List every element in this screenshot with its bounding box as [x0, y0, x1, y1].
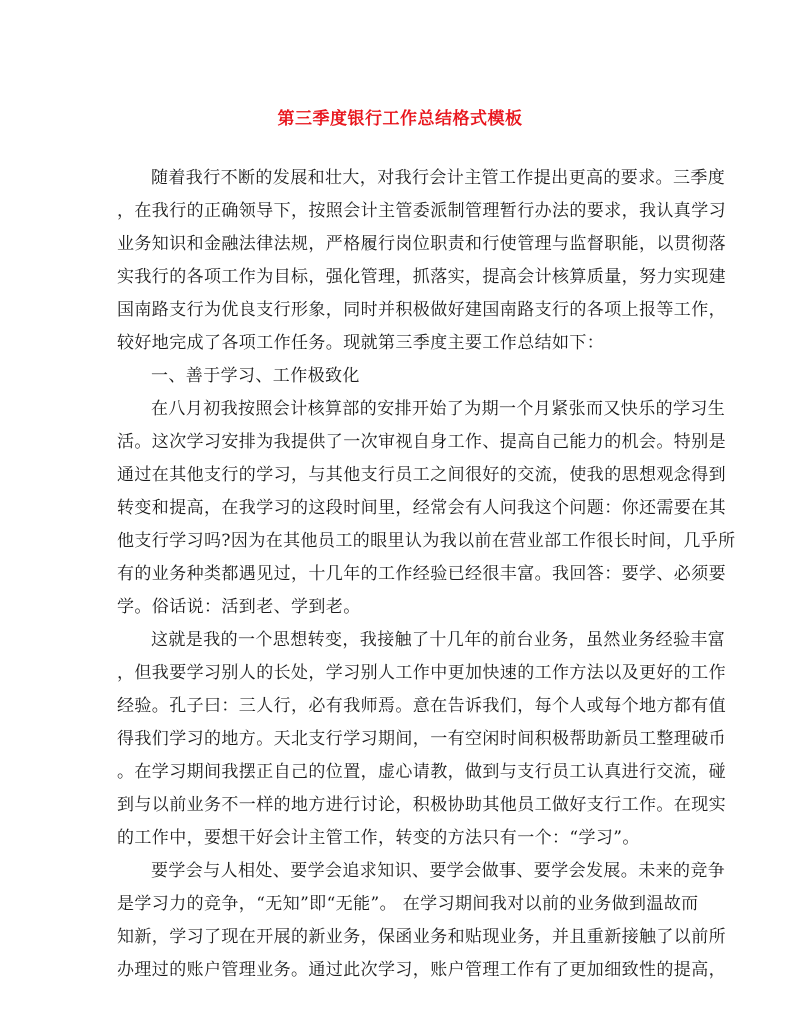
text-line: 随着我行不断的发展和壮大，对我行会计主管工作提出更高的要求。三季度	[151, 168, 726, 188]
document-title: 第三季度银行工作总结格式模板	[277, 109, 523, 129]
text-line: 到与以前业务不一样的地方进行讨论，积极协助其他员工做好支行工作。在现实	[117, 795, 726, 815]
text-line: 知新，学习了现在开展的新业务，保函业务和贴现业务，并且重新接触了以前所	[117, 927, 726, 947]
text-line: 转变和提高，在我学习的这段时间里，经常会有人问我这个问题：你还需要在其	[117, 498, 726, 518]
text-line: 有的业务种类都遇见过，十几年的工作经验已经很丰富。我回答：要学、必须要	[117, 564, 726, 584]
text-line: 学。俗话说：活到老、学到老。	[117, 597, 361, 617]
text-line: 办理过的账户管理业务。通过此次学习，账户管理工作有了更加细致性的提高，	[117, 960, 726, 980]
text-line: 在八月初我按照会计核算部的安排开始了为期一个月紧张而又快乐的学习生	[151, 399, 726, 419]
text-line: 经验。孔子曰：三人行，必有我师焉。意在告诉我们，每个人或每个地方都有值	[117, 696, 726, 716]
section-heading: 一、善于学习、工作极致化	[151, 366, 360, 386]
text-line: 较好地完成了各项工作任务。现就第三季度主要工作总结如下：	[117, 333, 605, 353]
text-line: ，但我要学习别人的长处，学习别人工作中更加快速的工作方法以及更好的工作	[117, 663, 726, 683]
text-line: 的工作中，要想干好会计主管工作，转变的方法只有一个：“学习”。	[117, 828, 640, 848]
text-line: 是学习力的竞争，“无知”即“无能”。 在学习期间我对以前的业务做到温故而	[117, 894, 699, 914]
text-line: 他支行学习吗?因为在其他员工的眼里认为我以前在营业部工作很长时间，几乎所	[117, 531, 736, 551]
text-line: 活。这次学习安排为我提供了一次审视自身工作、提高自己能力的机会。特别是	[117, 432, 726, 452]
text-line: 实我行的各项工作为目标，强化管理，抓落实，提高会计核算质量，努力实现建	[117, 267, 726, 287]
text-line: 这就是我的一个思想转变，我接触了十几年的前台业务，虽然业务经验丰富	[151, 630, 726, 650]
text-line: 国南路支行为优良支行形象，同时并积极做好建国南路支行的各项上报等工作，	[117, 300, 726, 320]
text-line: 业务知识和金融法律法规，严格履行岗位职责和行使管理与监督职能，以贯彻落	[117, 234, 726, 254]
text-line: ，在我行的正确领导下，按照会计主管委派制管理暂行办法的要求，我认真学习	[117, 201, 726, 221]
text-line: 通过在其他支行的学习，与其他支行员工之间很好的交流，使我的思想观念得到	[117, 465, 726, 485]
text-line: 要学会与人相处、要学会追求知识、要学会做事、要学会发展。未来的竞争	[151, 861, 726, 881]
text-line: 得我们学习的地方。天北支行学习期间，一有空闲时间积极帮助新员工整理破币	[117, 729, 726, 749]
text-line: 。在学习期间我摆正自己的位置，虚心请教，做到与支行员工认真进行交流，碰	[117, 762, 726, 782]
